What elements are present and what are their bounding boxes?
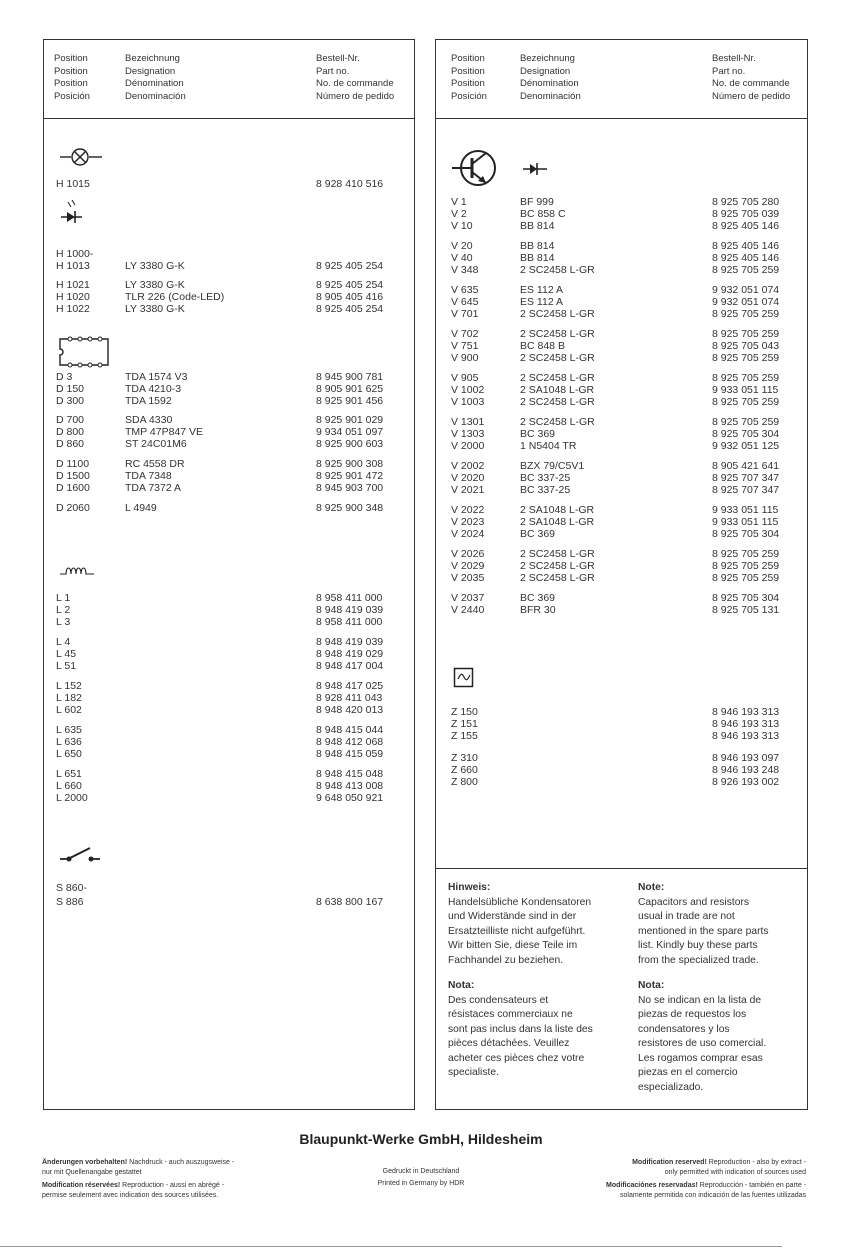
part-position: V 2024 bbox=[451, 528, 485, 540]
part-position: D 700 bbox=[56, 414, 85, 426]
part-number: 8 925 405 254 bbox=[316, 260, 384, 272]
part-position: V 2037 bbox=[451, 592, 485, 604]
part-designation: 2 SA1048 L-GR bbox=[520, 384, 595, 396]
part-designation: 2 SC2458 L-GR bbox=[520, 548, 595, 560]
part-number: 8 925 705 259 bbox=[712, 548, 780, 560]
part-number: 8 928 411 043 bbox=[316, 692, 383, 704]
part-number: 8 925 900 308 bbox=[316, 458, 384, 470]
part-designation: BC 848 B bbox=[520, 340, 565, 352]
part-position: Z 310 bbox=[451, 752, 478, 764]
part-number: 8 925 705 259 bbox=[712, 308, 780, 320]
part-number: 9 934 051 097 bbox=[316, 426, 384, 438]
footer-center: Gedruckt in Deutschland Printed in Germany by HDR bbox=[377, 1168, 465, 1187]
part-position: L 650 bbox=[56, 748, 82, 760]
part-position: H 1022 bbox=[56, 303, 90, 315]
part-number: 8 925 705 131 bbox=[712, 604, 780, 616]
part-position: H 1013 bbox=[56, 260, 90, 272]
part-designation: 2 SA1048 L-GR bbox=[520, 516, 595, 528]
part-designation: 1 N5404 TR bbox=[520, 440, 577, 452]
part-number: 9 932 051 074 bbox=[712, 284, 780, 296]
part-designation: 2 SC2458 L-GR bbox=[520, 352, 595, 364]
part-position: L 602 bbox=[56, 704, 82, 716]
part-designation: TDA 7348 bbox=[125, 470, 172, 482]
part-number: 9 932 051 074 bbox=[712, 296, 780, 308]
part-number: 8 945 903 700 bbox=[316, 482, 384, 494]
part-position: D 150 bbox=[56, 383, 85, 395]
note-french: Nota: Des condensateurs et résistaces commerciaux ne sont pas inclus dans la liste des pièces détachées. Veuillez acheter ces pièces chez votre specialiste. bbox=[448, 980, 593, 1078]
part-number: 8 925 405 254 bbox=[316, 303, 384, 315]
part-number: 8 946 193 313 bbox=[712, 730, 780, 742]
part-position: L 660 bbox=[56, 780, 82, 792]
part-number: 8 925 705 259 bbox=[712, 264, 780, 276]
part-number: 8 925 705 259 bbox=[712, 396, 780, 408]
part-position: V 701 bbox=[451, 308, 479, 320]
part-position: L 1 bbox=[56, 592, 71, 604]
part-position: V 348 bbox=[451, 264, 479, 276]
part-designation: 2 SC2458 L-GR bbox=[520, 372, 595, 384]
left-parts-panel bbox=[43, 39, 415, 1110]
part-designation: 2 SC2458 L-GR bbox=[520, 308, 595, 320]
part-position: L 4 bbox=[56, 636, 71, 648]
part-designation: L 4949 bbox=[125, 502, 157, 514]
header-designation: Bezeichnung Designation Dénomination Denominación bbox=[520, 53, 581, 102]
part-number: 8 948 413 008 bbox=[316, 780, 384, 792]
part-number: 8 925 707 347 bbox=[712, 484, 780, 496]
part-designation: BC 337-25 bbox=[520, 472, 571, 484]
part-number: 8 946 193 313 bbox=[712, 718, 780, 730]
part-position: V 40 bbox=[451, 252, 473, 264]
crystal-filter-icon bbox=[453, 667, 475, 689]
part-position: V 20 bbox=[451, 240, 473, 252]
part-number: 8 948 419 039 bbox=[316, 604, 384, 616]
header-part-number: Bestell-Nr. Part no. No. de commande Número de pedido bbox=[316, 53, 395, 102]
note-german: Hinweis: Handelsübliche Kondensatoren und Widerstände sind in der Ersatzteilliste nicht aufgeführt. Wir bitten Sie, diese Teile im Fachhandel zu beziehen. bbox=[448, 882, 592, 966]
part-position: L 2 bbox=[56, 604, 71, 616]
part-designation: TDA 7372 A bbox=[125, 482, 182, 494]
footer-right: Modification reserved! Reproduction - also by extract - only permitted with indication of sources used Modificaciónes reservadas! Reproducción - también en parte - solamente permitida con indicación de las fuentes utilizadas bbox=[606, 1159, 806, 1199]
part-position: D 800 bbox=[56, 426, 85, 438]
part-number: 9 648 050 921 bbox=[316, 792, 384, 804]
part-number: 8 925 405 146 bbox=[712, 240, 780, 252]
part-position: V 1301 bbox=[451, 416, 485, 428]
part-number: 8 925 705 280 bbox=[712, 196, 780, 208]
part-number: 8 948 419 039 bbox=[316, 636, 384, 648]
part-designation: 2 SC2458 L-GR bbox=[520, 396, 595, 408]
header-position: Position Position Position Posición bbox=[54, 53, 90, 102]
part-number: 8 925 405 254 bbox=[316, 279, 384, 291]
part-designation: 2 SC2458 L-GR bbox=[520, 572, 595, 584]
part-position: V 645 bbox=[451, 296, 479, 308]
part-number: 9 932 051 125 bbox=[712, 440, 780, 452]
footer-left: Änderungen vorbehalten! Nachdruck - auch auszugsweise - nur mit Quellenangabe gestattet Modification réservées! Reproduction - aussi en abrégé - permise seulement avec indication des sources utilisées. bbox=[42, 1159, 235, 1199]
part-position: V 635 bbox=[451, 284, 479, 296]
part-position: L 152 bbox=[56, 680, 82, 692]
part-position: Z 660 bbox=[451, 764, 478, 776]
part-position: H 1000- bbox=[56, 248, 94, 260]
part-designation: RC 4558 DR bbox=[125, 458, 185, 470]
part-number: 8 925 901 456 bbox=[316, 395, 384, 407]
diode-icon bbox=[522, 162, 548, 176]
part-designation: ST 24C01M6 bbox=[125, 438, 187, 450]
part-position: D 860 bbox=[56, 438, 85, 450]
part-designation: TDA 1592 bbox=[125, 395, 172, 407]
part-position: V 905 bbox=[451, 372, 479, 384]
part-designation: BZX 79/C5V1 bbox=[520, 460, 585, 472]
lamp-icon bbox=[58, 144, 106, 170]
part-number: 8 945 900 781 bbox=[316, 371, 384, 383]
part-position: V 2000 bbox=[451, 440, 485, 452]
part-position: L 51 bbox=[56, 660, 77, 672]
part-position: H 1020 bbox=[56, 291, 90, 303]
part-number: 8 925 705 259 bbox=[712, 560, 780, 572]
note-english: Note: Capacitors and resistors usual in trade are not mentioned in the spare parts list. Kindly buy these parts from the specialized trade. bbox=[638, 882, 769, 966]
part-number: 8 925 901 029 bbox=[316, 414, 384, 426]
part-designation: TMP 47P847 VE bbox=[125, 426, 204, 438]
right-parts-panel bbox=[435, 39, 808, 1110]
note-spanish: Nota: No se indican en la lista de piezas de requestos los condensatores y los resistores de uso comercial. Les rogamos comprar esas piezas en el comercio especializado. bbox=[638, 980, 767, 1093]
part-designation: 2 SC2458 L-GR bbox=[520, 416, 595, 428]
part-designation: LY 3380 G-K bbox=[125, 260, 185, 272]
part-position: V 2002 bbox=[451, 460, 485, 472]
part-designation: BB 814 bbox=[520, 220, 555, 232]
switch-icon bbox=[58, 843, 104, 867]
part-number: 8 925 705 259 bbox=[712, 352, 780, 364]
part-position: L 636 bbox=[56, 736, 82, 748]
ic-chip-icon bbox=[56, 335, 112, 369]
part-number: 8 638 800 167 bbox=[316, 896, 384, 908]
part-number: 8 946 193 313 bbox=[712, 706, 780, 718]
part-designation: BC 369 bbox=[520, 592, 556, 604]
part-position: V 2440 bbox=[451, 604, 485, 616]
part-position: L 2000 bbox=[56, 792, 88, 804]
part-number: 8 925 405 146 bbox=[712, 252, 780, 264]
part-designation: 2 SC2458 L-GR bbox=[520, 560, 595, 572]
part-number: 8 948 419 029 bbox=[316, 648, 384, 660]
part-position: V 1002 bbox=[451, 384, 485, 396]
part-number: 8 926 193 002 bbox=[712, 776, 780, 788]
part-number: 8 925 900 603 bbox=[316, 438, 384, 450]
part-designation: BB 814 bbox=[520, 240, 555, 252]
part-number: 8 925 705 304 bbox=[712, 592, 780, 604]
part-number: 8 958 411 000 bbox=[316, 592, 383, 604]
part-number: 9 933 051 115 bbox=[712, 504, 779, 516]
part-number: 8 925 900 348 bbox=[316, 502, 384, 514]
part-number: 8 925 705 259 bbox=[712, 372, 780, 384]
part-number: 8 925 705 039 bbox=[712, 208, 780, 220]
part-position: D 3 bbox=[56, 371, 73, 383]
part-number: 8 905 405 416 bbox=[316, 291, 384, 303]
part-designation: BB 814 bbox=[520, 252, 555, 264]
page-edge-line bbox=[0, 1246, 782, 1247]
part-number: 8 958 411 000 bbox=[316, 616, 383, 628]
part-position: V 1 bbox=[451, 196, 467, 208]
part-number: 8 948 415 044 bbox=[316, 724, 384, 736]
part-designation: SDA 4330 bbox=[125, 414, 173, 426]
part-position: H 1015 bbox=[56, 178, 90, 190]
part-position: V 702 bbox=[451, 328, 479, 340]
part-position: L 3 bbox=[56, 616, 71, 628]
part-designation: BC 337-25 bbox=[520, 484, 571, 496]
part-position: L 182 bbox=[56, 692, 82, 704]
part-number: 8 905 901 625 bbox=[316, 383, 384, 395]
part-number: 8 948 417 025 bbox=[316, 680, 384, 692]
header-designation: Bezeichnung Designation Dénomination Denominación bbox=[125, 53, 186, 102]
part-number: 8 948 415 059 bbox=[316, 748, 384, 760]
part-number: 8 946 193 097 bbox=[712, 752, 780, 764]
part-designation: ES 112 A bbox=[520, 284, 564, 296]
part-designation: BF 999 bbox=[520, 196, 554, 208]
part-position: S 860- bbox=[56, 882, 87, 894]
coil-icon bbox=[58, 564, 98, 578]
part-number: 8 925 705 043 bbox=[712, 340, 780, 352]
part-position: V 2023 bbox=[451, 516, 485, 528]
part-designation: BC 858 C bbox=[520, 208, 566, 220]
part-position: Z 155 bbox=[451, 730, 478, 742]
part-number: 8 925 705 259 bbox=[712, 328, 780, 340]
part-number: 9 933 051 115 bbox=[712, 384, 779, 396]
part-designation: BC 369 bbox=[520, 528, 556, 540]
part-position: V 1003 bbox=[451, 396, 485, 408]
part-position: V 2021 bbox=[451, 484, 485, 496]
part-position: Z 151 bbox=[451, 718, 478, 730]
part-number: 8 928 410 516 bbox=[316, 178, 384, 190]
part-designation: TLR 226 (Code-LED) bbox=[125, 291, 225, 303]
part-position: V 2029 bbox=[451, 560, 485, 572]
part-position: V 2022 bbox=[451, 504, 485, 516]
part-position: V 751 bbox=[451, 340, 479, 352]
part-position: L 45 bbox=[56, 648, 77, 660]
part-position: V 900 bbox=[451, 352, 479, 364]
part-designation: 2 SC2458 L-GR bbox=[520, 264, 595, 276]
part-number: 8 925 705 304 bbox=[712, 428, 780, 440]
part-position: D 1100 bbox=[56, 458, 90, 470]
part-designation: TDA 4210-3 bbox=[125, 383, 182, 395]
part-position: V 2035 bbox=[451, 572, 485, 584]
company-name: Blaupunkt-Werke GmbH, Hildesheim bbox=[299, 1131, 543, 1147]
header-part-number: Bestell-Nr. Part no. No. de commande Número de pedido bbox=[712, 53, 791, 102]
part-position: Z 800 bbox=[451, 776, 478, 788]
part-number: 8 925 705 259 bbox=[712, 572, 780, 584]
part-position: D 1500 bbox=[56, 470, 90, 482]
part-position: D 300 bbox=[56, 395, 85, 407]
part-position: D 2060 bbox=[56, 502, 90, 514]
part-position: V 10 bbox=[451, 220, 473, 232]
part-number: 8 948 420 013 bbox=[316, 704, 384, 716]
part-number: 9 933 051 115 bbox=[712, 516, 779, 528]
part-designation: 2 SA1048 L-GR bbox=[520, 504, 595, 516]
part-position: H 1021 bbox=[56, 279, 90, 291]
part-number: 8 925 707 347 bbox=[712, 472, 780, 484]
header-position: Position Position Position Posición bbox=[451, 53, 487, 102]
part-position: V 1303 bbox=[451, 428, 485, 440]
part-position: Z 150 bbox=[451, 706, 478, 718]
left-column-header bbox=[44, 40, 414, 119]
notes-section bbox=[436, 868, 807, 1109]
part-designation: ES 112 A bbox=[520, 296, 564, 308]
right-column-header bbox=[436, 40, 807, 119]
part-number: 8 925 705 304 bbox=[712, 528, 780, 540]
led-icon bbox=[58, 198, 88, 226]
part-number: 8 948 412 068 bbox=[316, 736, 384, 748]
part-designation: LY 3380 G-K bbox=[125, 303, 185, 315]
part-designation: LY 3380 G-K bbox=[125, 279, 185, 291]
part-number: 8 948 417 004 bbox=[316, 660, 384, 672]
part-position: S 886 bbox=[56, 896, 84, 908]
part-number: 8 905 421 641 bbox=[712, 460, 780, 472]
part-position: V 2026 bbox=[451, 548, 485, 560]
part-designation: 2 SC2458 L-GR bbox=[520, 328, 595, 340]
transistor-icon bbox=[450, 146, 500, 190]
part-designation: TDA 1574 V3 bbox=[125, 371, 188, 383]
part-number: 8 925 405 146 bbox=[712, 220, 780, 232]
part-number: 8 925 901 472 bbox=[316, 470, 384, 482]
part-position: D 1600 bbox=[56, 482, 90, 494]
part-position: L 651 bbox=[56, 768, 82, 780]
part-position: V 2 bbox=[451, 208, 467, 220]
part-number: 8 946 193 248 bbox=[712, 764, 780, 776]
part-position: V 2020 bbox=[451, 472, 485, 484]
part-designation: BFR 30 bbox=[520, 604, 556, 616]
part-number: 8 948 415 048 bbox=[316, 768, 384, 780]
part-position: L 635 bbox=[56, 724, 82, 736]
part-designation: BC 369 bbox=[520, 428, 556, 440]
part-number: 8 925 705 259 bbox=[712, 416, 780, 428]
